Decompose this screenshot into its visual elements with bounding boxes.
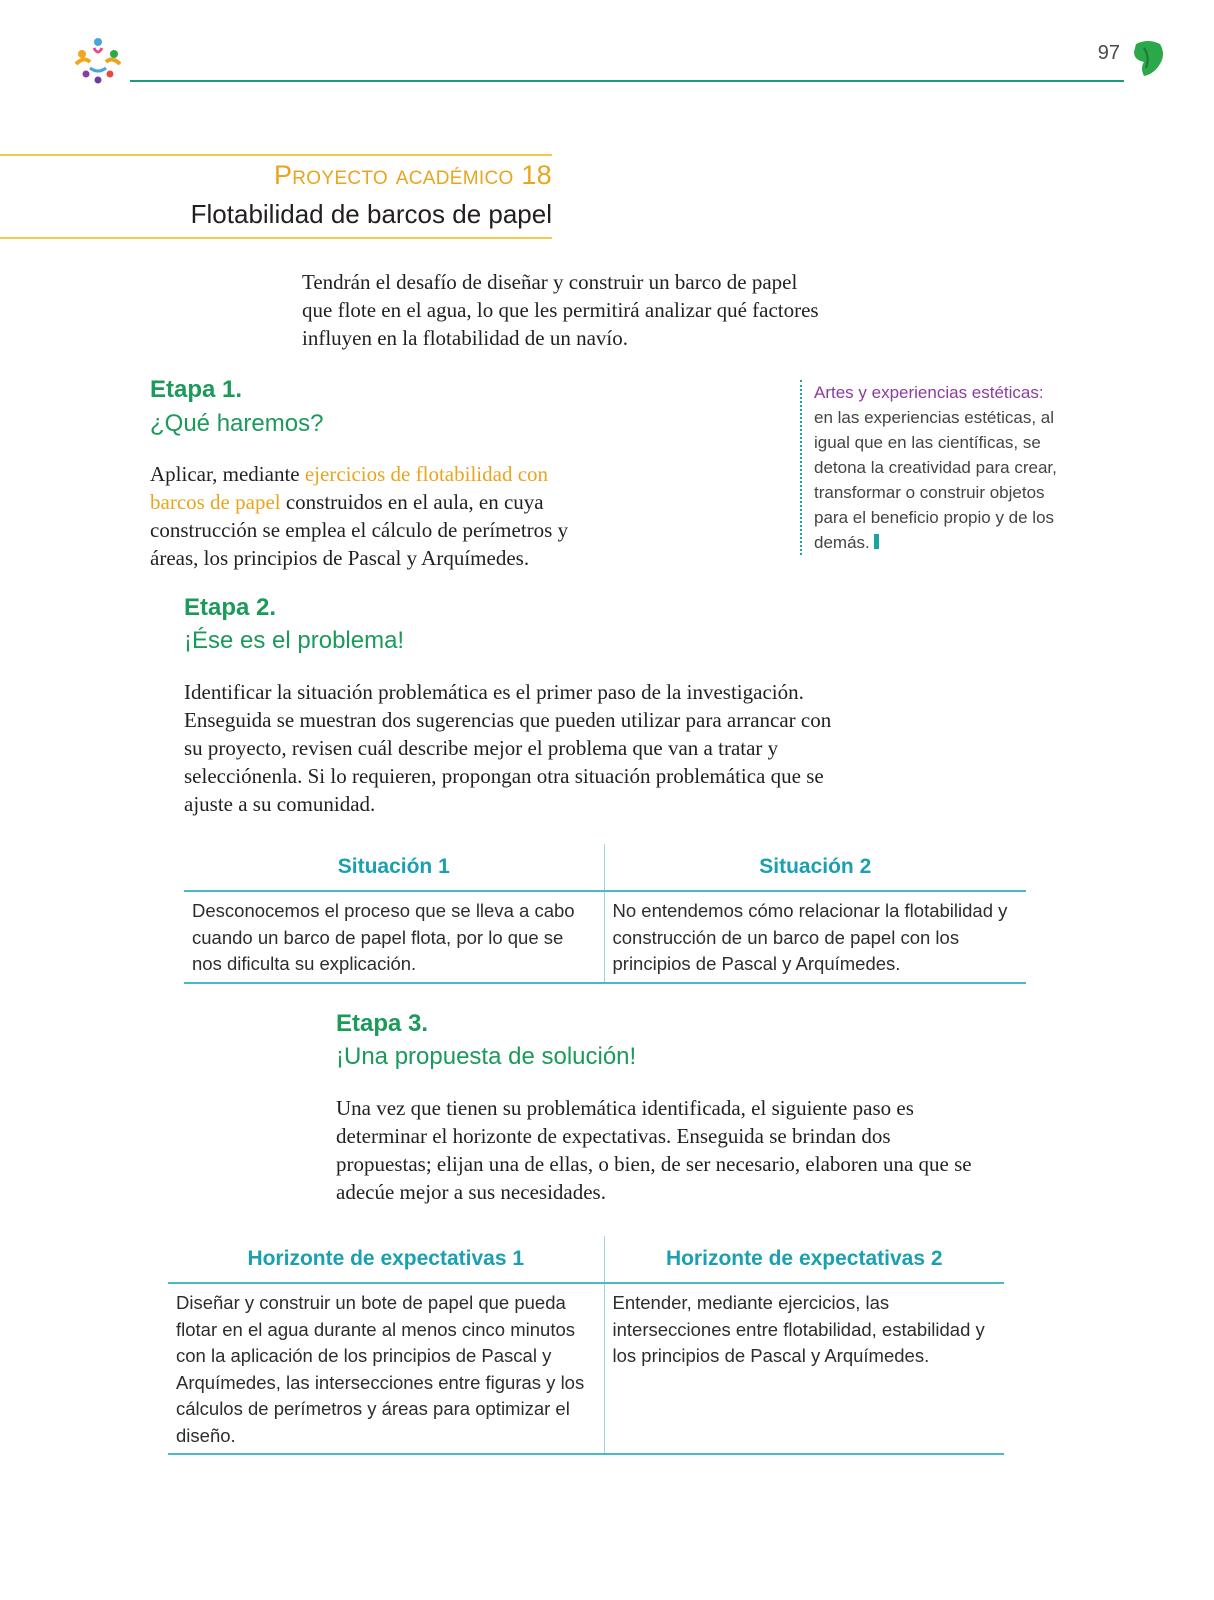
- title-rule-top: [0, 154, 552, 156]
- end-mark-icon: [874, 534, 879, 549]
- horizon-2-cell: Entender, mediante ejercicios, las intersecciones entre flotabilidad, estabilidad y los principios de Pascal y Arquímedes.: [604, 1283, 1004, 1454]
- stage-1-label: Etapa 1.: [150, 376, 243, 403]
- horizon-1-cell: Diseñar y construir un bote de papel que pueda flotar en el agua durante al menos cinco minutos con la aplicación de los principios de Pascal y Arquímedes, las intersecciones entre figuras y los cálculos de perímetros y áreas para optimizar el diseño.: [168, 1283, 604, 1454]
- stage-2-label: Etapa 2.: [184, 594, 277, 621]
- stage-2-text: Identificar la situación problemática es el primer paso de la investigación. Enseguida se muestran dos sugerencias que pueden utilizar para arrancar con su proyecto, revisen cuál describe mejor el problema que van a tratar y selecciónenla. Si lo requieren, propongan otra situación problemática que se ajuste a su comunidad.: [184, 680, 832, 816]
- header-rule: [130, 80, 1124, 82]
- intro-paragraph: Tendrán el desafío de diseñar y construir un barco de papel que flote en el agua, lo que les permitirá analizar qué factores influyen en la flotabilidad de un navío.: [302, 270, 819, 350]
- project-title: Flotabilidad de barcos de papel: [190, 199, 552, 229]
- situation-1-cell: Desconocemos el proceso que se lleva a cabo cuando un barco de papel flota, por lo que se nos dificulta su explicación.: [184, 891, 604, 983]
- title-rule-bottom: [0, 237, 552, 239]
- stage-1-text-before: Aplicar, mediante: [150, 462, 305, 486]
- horizons-table: [168, 1236, 1004, 1455]
- stage-3-text: Una vez que tienen su problemática identificada, el siguiente paso es determinar el horizonte de expectativas. Enseguida se brindan dos propuestas; elijan una de ellas, o bien, de ser necesario, elaboren una que se adecúe mejor a sus necesidades.: [336, 1096, 972, 1204]
- stage-3-label: Etapa 3.: [336, 1010, 429, 1037]
- stage-1-text: [150, 460, 590, 572]
- stage-3-subtitle: ¡Una propuesta de solución!: [336, 1043, 637, 1070]
- horizon-2-header: Horizonte de expectativas 2: [604, 1236, 1004, 1283]
- situation-2-header: Situación 2: [604, 844, 1026, 891]
- page-number: 97: [1097, 42, 1120, 64]
- project-kicker: Proyecto académico 18: [273, 160, 552, 190]
- situation-2-cell: No entendemos cómo relacionar la flotabilidad y construcción de un barco de papel con los principios de Pascal y Arquímedes.: [604, 891, 1026, 983]
- sidebar-note: [800, 380, 1064, 555]
- situation-1-header: Situación 1: [184, 844, 604, 891]
- stage-1-subtitle: ¿Qué haremos?: [150, 410, 324, 437]
- stage-1-highlight: ejercicios de flotabilidad con barcos de papel: [150, 462, 549, 514]
- sidebar-term: Artes y experiencias estéticas:: [814, 383, 1044, 402]
- figures-circle-logo-icon: [70, 34, 126, 86]
- situations-table: [184, 844, 1026, 984]
- sidebar-text: en las experiencias estéticas, al igual que en las científicas, se detona la creatividad para crear, transformar o construir objetos para el beneficio propio y de los demás.: [814, 408, 1057, 552]
- stage-1-text-after: construidos en el aula, en cuya construcción se emplea el cálculo de perímetros y áreas, los principios de Pascal y Arquímedes.: [150, 490, 569, 570]
- green-leaf-icon: [1130, 38, 1166, 78]
- horizon-1-header: Horizonte de expectativas 1: [168, 1236, 604, 1283]
- stage-2-subtitle: ¡Ése es el problema!: [184, 627, 405, 654]
